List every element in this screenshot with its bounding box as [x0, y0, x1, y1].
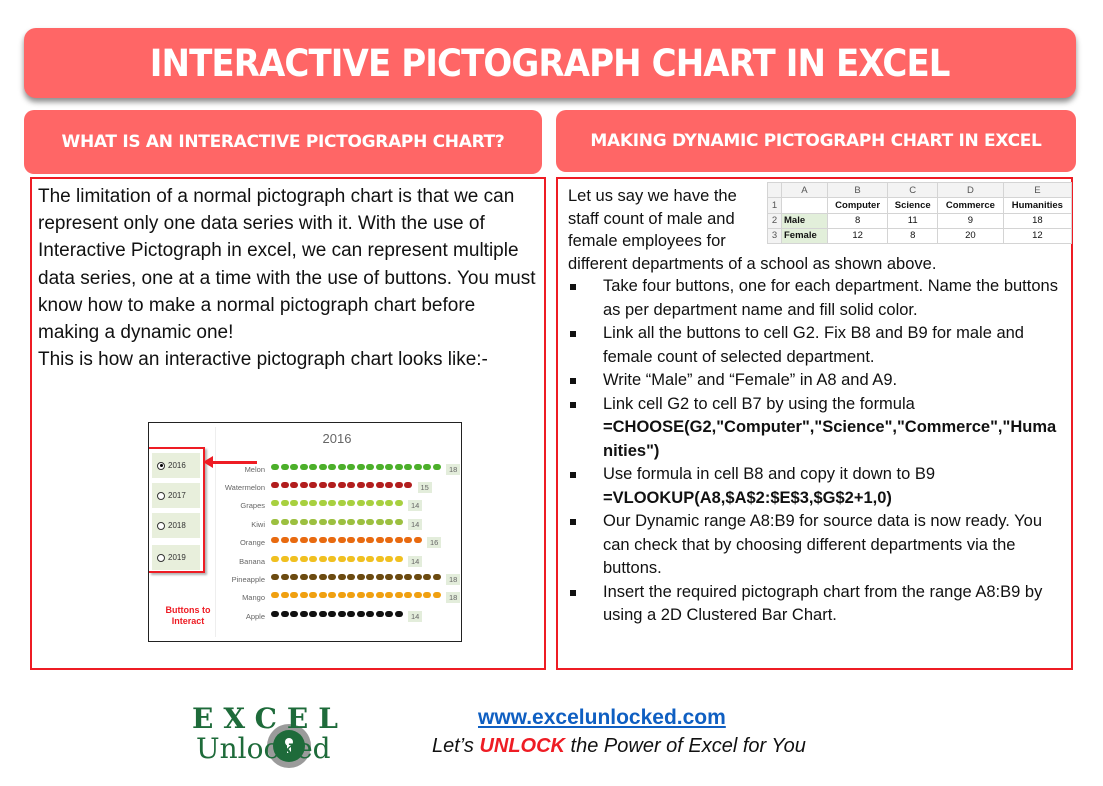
- fruit-icon: [347, 482, 355, 488]
- fruit-icon: [319, 519, 327, 525]
- choose-formula: =CHOOSE(G2,"Computer","Science","Commerce","Humanities"): [603, 418, 1057, 460]
- fruit-icon: [376, 464, 384, 470]
- fruit-icons: [271, 464, 460, 475]
- pictograph-row: [149, 463, 459, 475]
- fruit-icon: [309, 574, 317, 580]
- step-item: [568, 581, 1061, 628]
- fruit-icon: [414, 537, 422, 543]
- fruit-icon: [290, 482, 298, 488]
- logo-text-bottom: Unlocked: [196, 732, 331, 765]
- fruit-icon: [357, 482, 365, 488]
- col-letter: A: [782, 183, 828, 198]
- fruit-icon: [395, 556, 403, 562]
- pictograph-chart-example: [148, 422, 462, 642]
- caption-line-2: Interact: [171, 616, 205, 626]
- fruit-icon: [395, 537, 403, 543]
- fruit-icon: [376, 556, 384, 562]
- fruit-icon: [290, 611, 298, 617]
- fruit-icon: [414, 592, 422, 598]
- fruit-icon: [300, 464, 308, 470]
- fruit-icon: [366, 592, 374, 598]
- radio-label: 2016: [168, 461, 186, 470]
- fruit-icon: [347, 537, 355, 543]
- radio-label: 2018: [168, 521, 186, 530]
- title-banner: [24, 28, 1076, 98]
- fruit-icon: [385, 592, 393, 598]
- fruit-icon: [357, 592, 365, 598]
- fruit-icon: [309, 519, 317, 525]
- step-item: [568, 463, 1061, 510]
- value-label: 14: [408, 556, 422, 567]
- fruit-icon: [338, 464, 346, 470]
- table-cell: 8: [888, 228, 938, 243]
- row-number: 1: [768, 198, 782, 213]
- step-text: Link cell G2 to cell B7 by using the formula: [603, 394, 915, 413]
- fruit-icon: [271, 592, 279, 598]
- step-item: [568, 275, 1061, 322]
- table-row: [768, 228, 1072, 243]
- fruit-icon: [338, 611, 346, 617]
- fruit-icon: [319, 464, 327, 470]
- row-label-cell: Male: [782, 213, 828, 228]
- value-label: 16: [427, 537, 441, 548]
- fruit-icon: [328, 482, 336, 488]
- fruit-icon: [319, 574, 327, 580]
- pictograph-row: [149, 500, 459, 512]
- step-text: Take four buttons, one for each department. Name the buttons as per department name and fill solid color.: [603, 277, 1058, 319]
- fruit-icon: [338, 556, 346, 562]
- step-item: [568, 510, 1061, 581]
- fruit-icon: [271, 500, 279, 506]
- fruit-icon: [385, 556, 393, 562]
- fruit-icon: [300, 500, 308, 506]
- fruit-icon: [281, 482, 289, 488]
- left-section-title: WHAT IS AN INTERACTIVE PICTOGRAPH CHART?: [61, 132, 505, 152]
- fruit-icon: [385, 500, 393, 506]
- category-label: Kiwi: [251, 519, 265, 529]
- value-label: 14: [408, 500, 422, 511]
- step-item: [568, 393, 1061, 464]
- fruit-icon: [271, 611, 279, 617]
- fruit-icon: [414, 574, 422, 580]
- chart-plot-area: [215, 427, 459, 637]
- left-intro-paragraph-2: This is how an interactive pictograph chart looks like:-: [38, 349, 488, 371]
- fruit-icon: [338, 482, 346, 488]
- fruit-icon: [385, 482, 393, 488]
- fruit-icon: [376, 611, 384, 617]
- fruit-icon: [376, 537, 384, 543]
- fruit-icon: [271, 464, 279, 470]
- col-letter: C: [888, 183, 938, 198]
- fruit-icon: [385, 519, 393, 525]
- fruit-icon: [423, 464, 431, 470]
- fruit-icon: [319, 611, 327, 617]
- fruit-icon: [376, 482, 384, 488]
- fruit-icon: [395, 592, 403, 598]
- fruit-icon: [290, 464, 298, 470]
- fruit-icon: [328, 556, 336, 562]
- fruit-icon: [366, 500, 374, 506]
- fruit-icon: [395, 574, 403, 580]
- radio-label: 2017: [168, 491, 186, 500]
- fruit-icon: [281, 556, 289, 562]
- fruit-icon: [300, 482, 308, 488]
- fruit-icon: [347, 611, 355, 617]
- value-label: 14: [408, 611, 422, 622]
- fruit-icon: [271, 574, 279, 580]
- left-panel: [30, 177, 546, 670]
- fruit-icons: [271, 519, 422, 530]
- step-text: Insert the required pictograph chart from the range A8:B9 by using a 2D Clustered Bar Chart.: [603, 582, 1043, 624]
- category-label: Orange: [239, 538, 265, 548]
- category-label: Mango: [242, 593, 265, 603]
- fruit-icon: [366, 611, 374, 617]
- row-number: 2: [768, 213, 782, 228]
- fruit-icon: [357, 537, 365, 543]
- table-header-cell: Humanities: [1003, 198, 1071, 213]
- website-link[interactable]: www.excelunlocked.com: [478, 706, 726, 729]
- col-letter: B: [827, 183, 888, 198]
- radio-label: 2019: [168, 553, 186, 562]
- fruit-icon: [290, 556, 298, 562]
- fruit-icon: [309, 556, 317, 562]
- fruit-icon: [347, 574, 355, 580]
- fruit-icon: [414, 464, 422, 470]
- value-label: 18: [446, 574, 460, 585]
- corner-cell: [768, 183, 782, 198]
- category-label: Apple: [245, 611, 265, 621]
- fruit-icon: [347, 519, 355, 525]
- fruit-icon: [366, 482, 374, 488]
- fruit-icon: [328, 592, 336, 598]
- caption-line-1: Buttons to: [165, 605, 211, 615]
- tagline-emphasis: UNLOCK: [479, 735, 565, 757]
- fruit-icon: [347, 500, 355, 506]
- pictograph-row: [149, 481, 459, 493]
- fruit-icon: [423, 592, 431, 598]
- fruit-icon: [319, 556, 327, 562]
- fruit-icon: [328, 574, 336, 580]
- fruit-icon: [309, 482, 317, 488]
- fruit-icon: [347, 556, 355, 562]
- fruit-icon: [433, 592, 441, 598]
- step-text: Write “Male” and “Female” in A8 and A9.: [603, 371, 898, 389]
- column-letter-row: [768, 183, 1072, 198]
- table-cell: 8: [827, 213, 888, 228]
- fruit-icon: [271, 537, 279, 543]
- fruit-icon: [357, 574, 365, 580]
- table-cell: 11: [888, 213, 938, 228]
- fruit-icon: [366, 574, 374, 580]
- fruit-icon: [281, 574, 289, 580]
- fruit-icon: [423, 574, 431, 580]
- fruit-icon: [319, 482, 327, 488]
- fruit-icon: [347, 592, 355, 598]
- fruit-icon: [271, 556, 279, 562]
- fruit-icon: [385, 611, 393, 617]
- fruit-icons: [271, 556, 422, 567]
- fruit-icon: [366, 464, 374, 470]
- chart-title: 2016: [322, 431, 352, 446]
- fruit-icon: [338, 500, 346, 506]
- fruit-icon: [376, 592, 384, 598]
- category-label: Pineapple: [231, 574, 265, 584]
- step-text: Our Dynamic range A8:B9 for source data is now ready. You can check that by choosing different departments via the buttons.: [603, 512, 1043, 577]
- fruit-icon: [300, 519, 308, 525]
- value-label: 18: [446, 592, 460, 603]
- value-label: 18: [446, 464, 460, 475]
- fruit-icon: [357, 464, 365, 470]
- fruit-icon: [433, 574, 441, 580]
- fruit-icon: [328, 500, 336, 506]
- fruit-icon: [404, 464, 412, 470]
- fruit-icon: [300, 574, 308, 580]
- pictograph-row: [149, 610, 459, 622]
- table-header-row: [768, 198, 1072, 213]
- step-text: Use formula in cell B8 and copy it down to B9: [603, 465, 936, 483]
- pictograph-row: [149, 592, 459, 604]
- table-cell: [782, 198, 828, 213]
- fruit-icon: [385, 574, 393, 580]
- fruit-icon: [309, 500, 317, 506]
- table-cell: 20: [938, 228, 1004, 243]
- fruit-icon: [300, 556, 308, 562]
- fruit-icon: [328, 464, 336, 470]
- vlookup-formula: =VLOOKUP(A8,$A$2:$E$3,$G$2+1,0): [603, 488, 892, 507]
- step-item: [568, 369, 1061, 393]
- table-header-cell: Science: [888, 198, 938, 213]
- fruit-icon: [290, 537, 298, 543]
- fruit-icon: [281, 592, 289, 598]
- category-label: Grapes: [240, 501, 265, 511]
- table-cell: 12: [827, 228, 888, 243]
- fruit-icon: [281, 537, 289, 543]
- fruit-icon: [347, 464, 355, 470]
- right-section-header: [556, 110, 1076, 172]
- fruit-icon: [328, 519, 336, 525]
- fruit-icon: [357, 500, 365, 506]
- table-header-cell: Commerce: [938, 198, 1004, 213]
- category-label: Watermelon: [224, 482, 265, 492]
- step-item: [568, 322, 1061, 369]
- fruit-icon: [328, 537, 336, 543]
- tagline: [432, 735, 806, 758]
- right-intro-text-cont: different departments of a school as shown above.: [568, 254, 937, 273]
- fruit-icon: [376, 519, 384, 525]
- pictograph-row: [149, 518, 459, 530]
- fruit-icon: [300, 537, 308, 543]
- fruit-icon: [338, 537, 346, 543]
- fruit-icon: [290, 500, 298, 506]
- fruit-icon: [395, 482, 403, 488]
- fruit-icon: [309, 464, 317, 470]
- fruit-icon: [357, 611, 365, 617]
- table-cell: 12: [1003, 228, 1071, 243]
- left-section-header: [24, 110, 542, 174]
- fruit-icons: [271, 482, 432, 493]
- fruit-icon: [395, 464, 403, 470]
- pictograph-row: [149, 537, 459, 549]
- right-intro-text: Let us say we have the staff count of male and female employees for: [568, 187, 737, 250]
- fruit-icon: [404, 482, 412, 488]
- excel-unlocked-logo: [192, 702, 392, 768]
- fruit-icon: [271, 519, 279, 525]
- fruit-icon: [309, 592, 317, 598]
- fruit-icon: [290, 592, 298, 598]
- fruit-icon: [338, 519, 346, 525]
- fruit-icon: [309, 611, 317, 617]
- value-label: 14: [408, 519, 422, 530]
- fruit-icon: [328, 611, 336, 617]
- fruit-icon: [300, 592, 308, 598]
- table-cell: 9: [938, 213, 1004, 228]
- table-cell: 18: [1003, 213, 1071, 228]
- staff-data-table: [767, 182, 1072, 244]
- fruit-icon: [309, 537, 317, 543]
- category-label: Melon: [244, 464, 265, 474]
- fruit-icon: [290, 574, 298, 580]
- fruit-icons: [271, 592, 460, 603]
- row-number: 3: [768, 228, 782, 243]
- fruit-icon: [338, 574, 346, 580]
- fruit-icon: [395, 500, 403, 506]
- fruit-icon: [395, 611, 403, 617]
- fruit-icon: [281, 500, 289, 506]
- pictograph-row: [149, 555, 459, 567]
- fruit-icon: [404, 574, 412, 580]
- fruit-icon: [366, 537, 374, 543]
- table-row: [768, 213, 1072, 228]
- fruit-icon: [385, 464, 393, 470]
- tagline-post: the Power of Excel for You: [565, 735, 806, 757]
- category-label: Banana: [239, 556, 265, 566]
- fruit-icon: [376, 574, 384, 580]
- fruit-icons: [271, 611, 422, 622]
- fruit-icon: [281, 611, 289, 617]
- fruit-icon: [338, 592, 346, 598]
- fruit-icon: [433, 464, 441, 470]
- fruit-icon: [366, 519, 374, 525]
- row-label-cell: Female: [782, 228, 828, 243]
- fruit-icons: [271, 574, 460, 585]
- fruit-icon: [366, 556, 374, 562]
- logo-text-top: EXCEL: [192, 702, 348, 735]
- value-label: 15: [418, 482, 432, 493]
- fruit-icon: [271, 482, 279, 488]
- fruit-icons: [271, 537, 441, 548]
- left-intro-paragraph: The limitation of a normal pictograph chart is that we can represent only one data series with it. With the use of Interactive Pictograph in excel, we can represent multiple data series, one at a time with the use of buttons. You must know how to make a normal pictograph chart before making a dynamic one!: [38, 186, 536, 344]
- fruit-icon: [319, 592, 327, 598]
- fruit-icon: [385, 537, 393, 543]
- fruit-icon: [319, 500, 327, 506]
- fruit-icon: [319, 537, 327, 543]
- fruit-icon: [376, 500, 384, 506]
- fruit-icon: [357, 519, 365, 525]
- right-panel: [556, 177, 1073, 670]
- col-letter: D: [938, 183, 1004, 198]
- pictograph-row: [149, 573, 459, 585]
- fruit-icon: [281, 519, 289, 525]
- fruit-icon: [281, 464, 289, 470]
- table-header-cell: Computer: [827, 198, 888, 213]
- col-letter: E: [1003, 183, 1071, 198]
- fruit-icon: [290, 519, 298, 525]
- fruit-icon: [404, 537, 412, 543]
- tagline-pre: Let’s: [432, 735, 480, 757]
- steps-list: [568, 275, 1061, 628]
- fruit-icon: [395, 519, 403, 525]
- step-text: Link all the buttons to cell G2. Fix B8 and B9 for male and female count of selected department.: [603, 324, 1024, 366]
- fruit-icon: [300, 611, 308, 617]
- fruit-icon: [357, 556, 365, 562]
- page-title: INTERACTIVE PICTOGRAPH CHART IN EXCEL: [150, 41, 950, 85]
- fruit-icon: [404, 592, 412, 598]
- fruit-icons: [271, 500, 422, 511]
- right-section-title: MAKING DYNAMIC PICTOGRAPH CHART IN EXCEL: [590, 131, 1042, 151]
